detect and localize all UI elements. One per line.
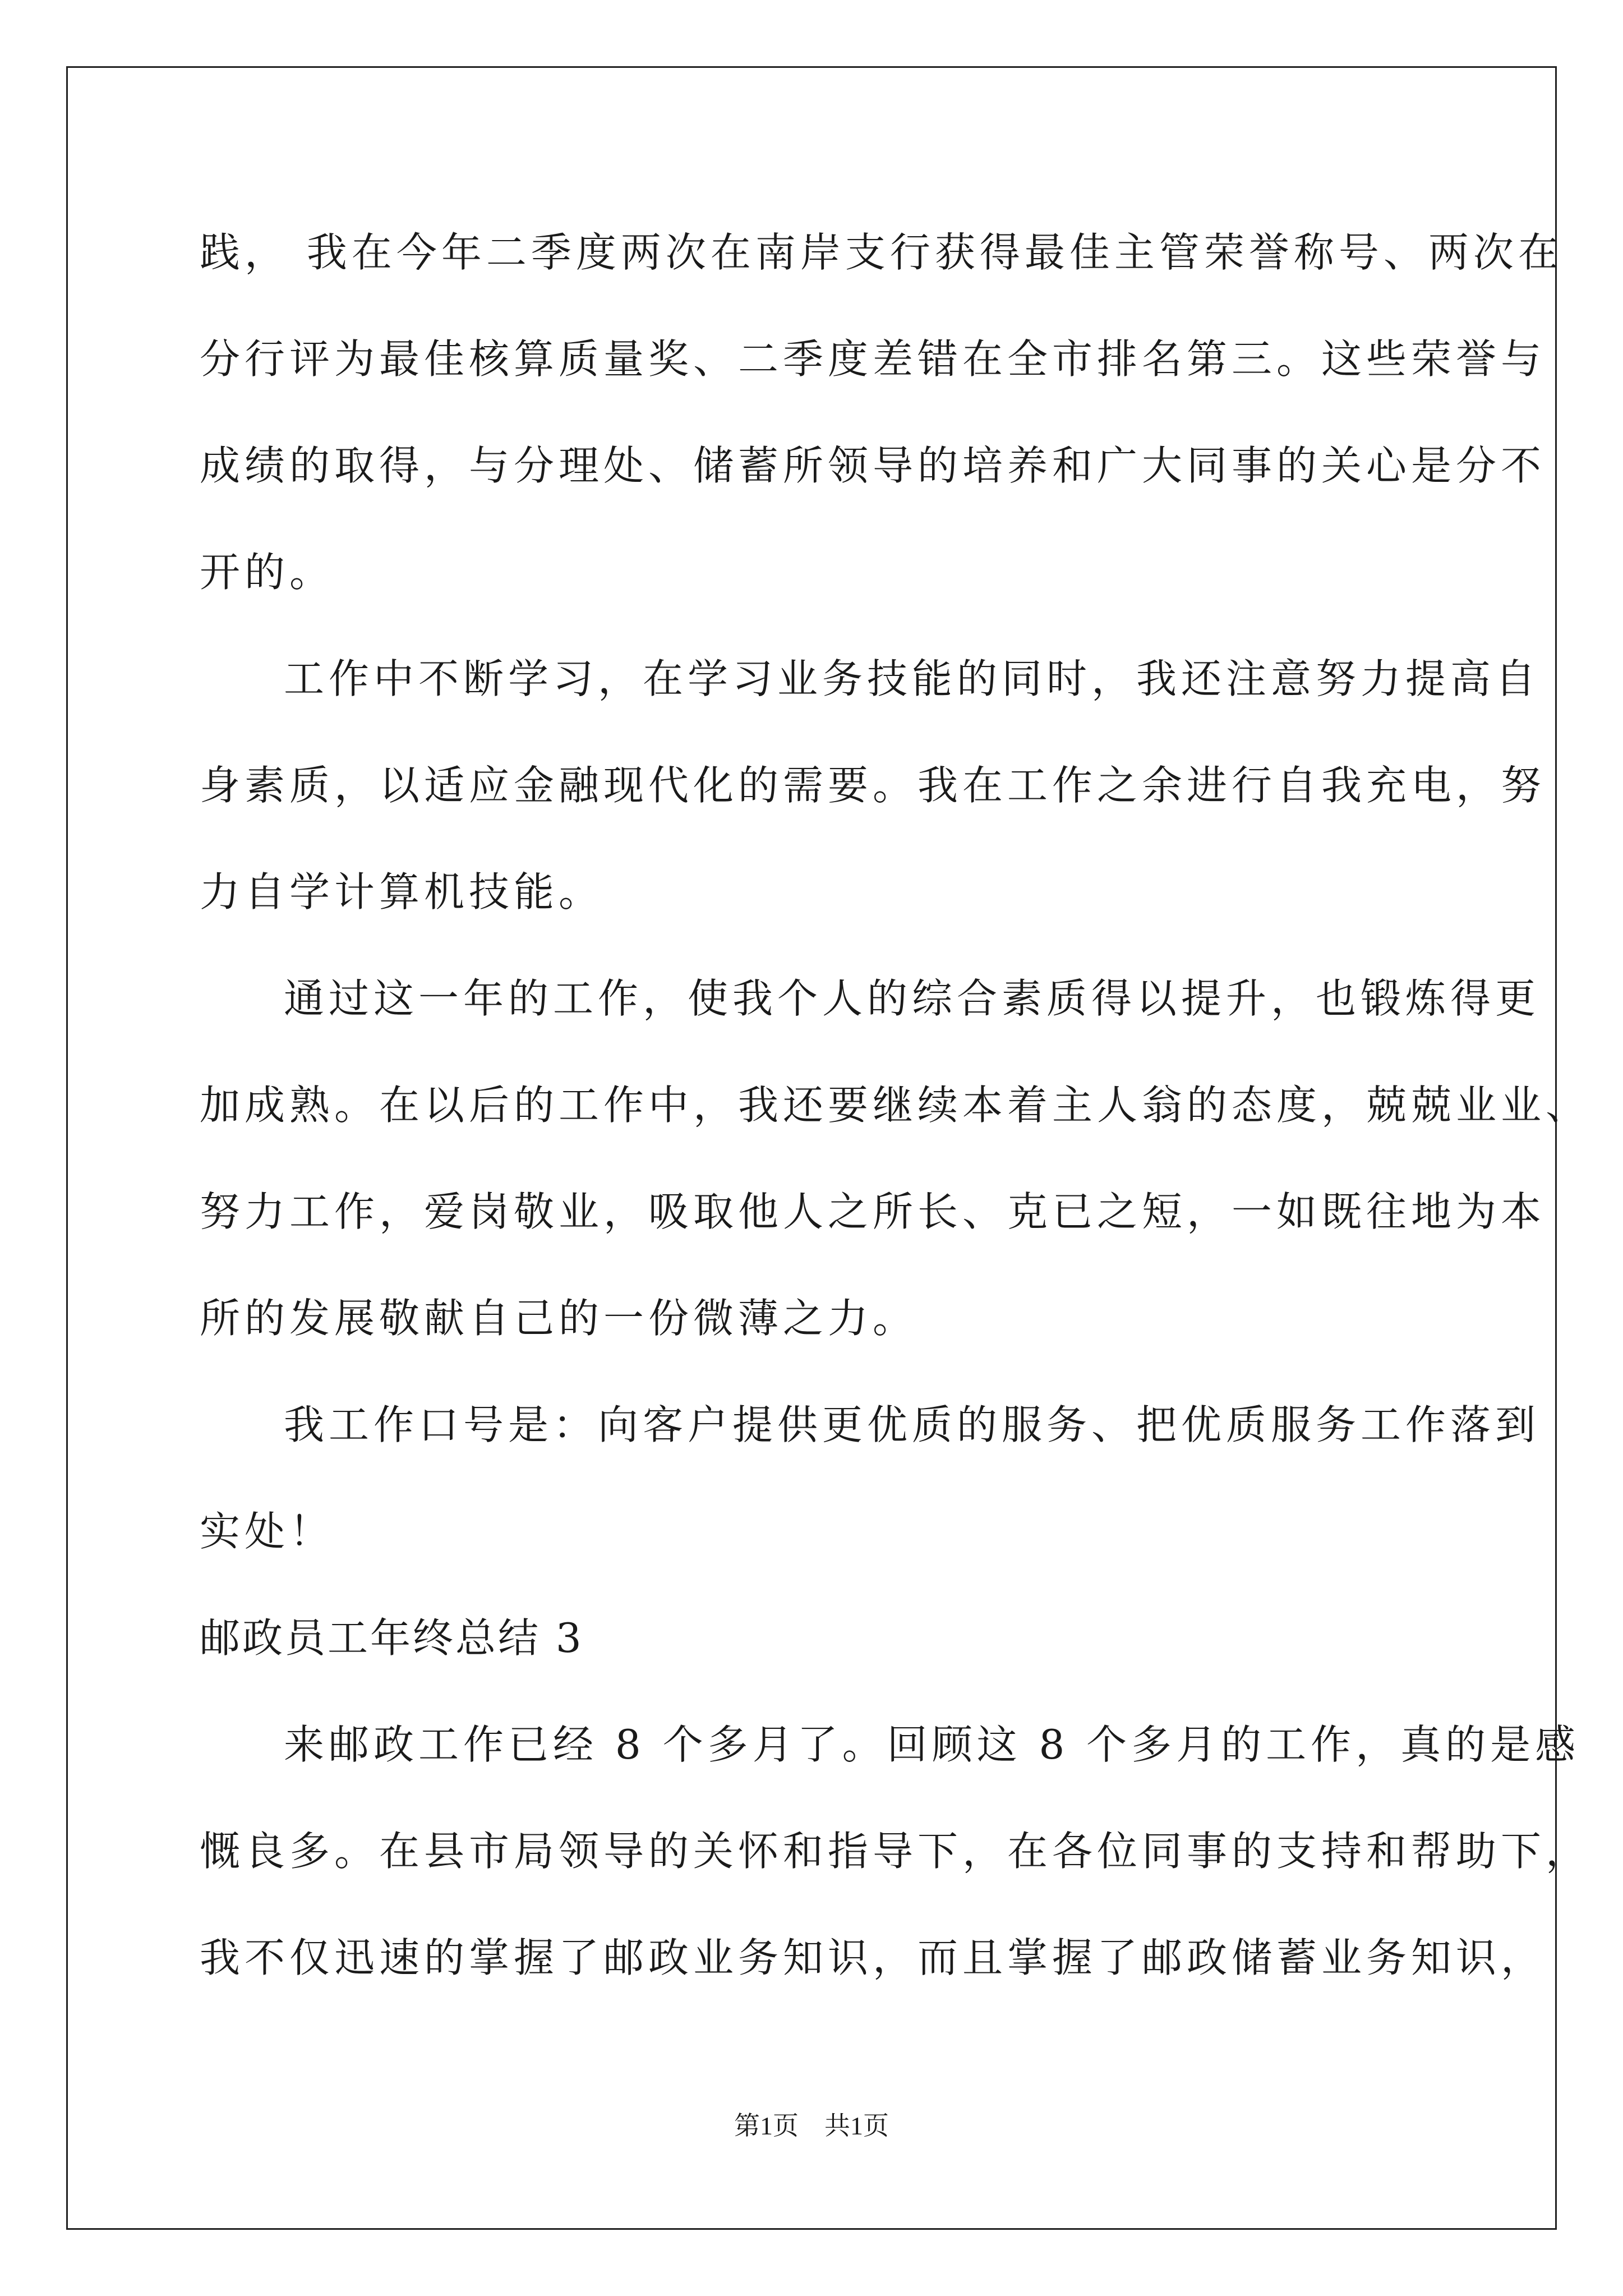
- text-line: 慨良多。在县市局领导的关怀和指导下，在各位同事的支持和帮助下，: [200, 1828, 1591, 1875]
- text-line: 努力工作，爱岗敬业，吸取他人之所长、克已之短，一如既往地为本: [200, 1188, 1546, 1235]
- text-line: 成绩的取得，与分理处、储蓄所领导的培养和广大同事的关心是分不: [200, 442, 1546, 489]
- text-line: 加成熟。在以后的工作中，我还要继续本着主人翁的态度，兢兢业业、: [200, 1082, 1591, 1129]
- text-line: 所的发展敬献自己的一份微薄之力。: [200, 1295, 918, 1342]
- page-number-footer: 第1页 共1页: [734, 2111, 889, 2140]
- paragraph-start-line: 通过这一年的工作，使我个人的综合素质得以提升，也锻炼得更: [284, 975, 1541, 1022]
- text-line: 践， 我在今年二季度两次在南岸支行获得最佳主管荣誉称号、两次在: [200, 229, 1563, 276]
- text-line: 实处！: [200, 1508, 335, 1555]
- document-body: [200, 219, 1591, 2031]
- text-line: 开的。: [200, 549, 335, 596]
- section-heading: 邮政员工年终总结 3: [200, 1614, 584, 1662]
- text-line: 力自学计算机技能。: [200, 868, 604, 915]
- text-line: 分行评为最佳核算质量奖、二季度差错在全市排名第三。这些荣誉与: [200, 335, 1546, 383]
- text-line: 身素质，以适应金融现代化的需要。我在工作之余进行自我充电，努: [200, 762, 1546, 809]
- paragraph-start-line: 工作中不断学习，在学习业务技能的同时，我还注意努力提高自: [284, 655, 1541, 702]
- paragraph-start-line: 我工作口号是：向客户提供更优质的服务、把优质服务工作落到: [284, 1401, 1541, 1448]
- text-line: 我不仅迅速的掌握了邮政业务知识，而且掌握了邮政储蓄业务知识，: [200, 1934, 1546, 1981]
- paragraph-start-line: 来邮政工作已经 8 个多月了。回顾这 8 个多月的工作，真的是感: [284, 1721, 1580, 1768]
